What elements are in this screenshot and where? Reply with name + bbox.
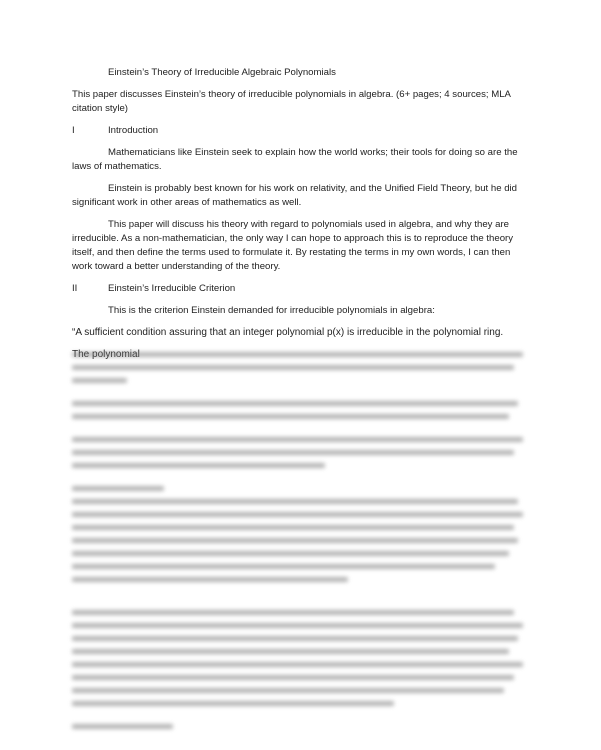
section-title: Einstein’s Irreducible Criterion <box>108 283 236 294</box>
paragraph: This paper will discuss his theory with regard to polynomials used in algebra, and why they are irreducible. As a non-mathematician, the only way I can hope to approach this is to reproduce the theory itself, and then define the terms used to formulate it. By restating the terms in my own words, I can then work toward a better understanding of the theory. <box>72 219 514 272</box>
section-heading-introduction <box>72 124 528 138</box>
section-number: II <box>72 283 78 294</box>
blurred-preview-text <box>72 352 532 737</box>
section-heading-criterion <box>72 282 528 296</box>
criterion-quote: “A sufficient condition assuring that an integer polynomial p(x) is irreducible in the polynomial ring. <box>72 327 504 338</box>
document-body <box>72 66 528 370</box>
paragraph: Mathematicians like Einstein seek to explain how the world works; their tools for doing so are the laws of mathematics. <box>72 147 518 172</box>
paragraph: Einstein is probably best known for his work on relativity, and the Unified Field Theory, but he did significant work in other areas of mathematics as well. <box>72 183 518 208</box>
abstract: This paper discusses Einstein’s theory of irreducible polynomials in algebra. (6+ pages; 4 sources; MLA citation style) <box>72 89 511 114</box>
paragraph: This is the criterion Einstein demanded for irreducible polynomials in algebra: <box>108 305 435 316</box>
section-title: Introduction <box>108 125 159 136</box>
section-number: I <box>72 125 75 136</box>
document-title: Einstein’s Theory of Irreducible Algebraic Polynomials <box>108 67 336 78</box>
